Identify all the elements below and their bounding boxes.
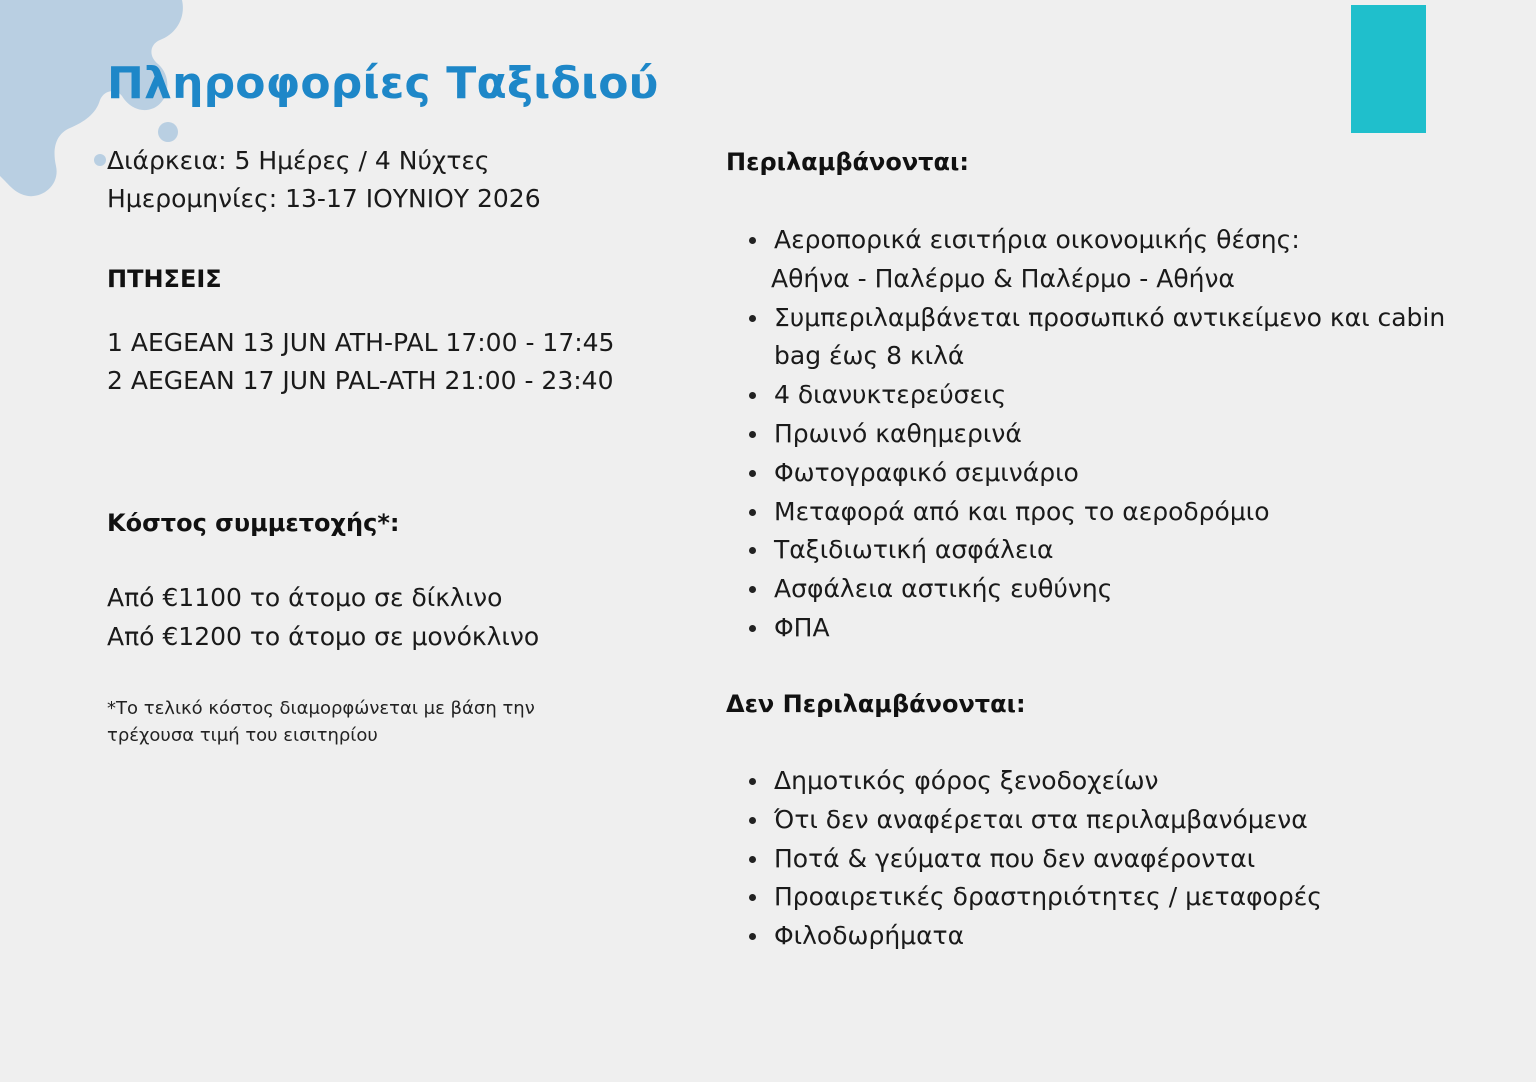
list-item: ΦΠΑ (749, 609, 1445, 648)
bullet-icon (749, 470, 756, 477)
list-item: Ποτά & γεύματα που δεν αναφέρονται (749, 840, 1322, 879)
list-item: Φωτογραφικό σεμινάριο (749, 454, 1445, 493)
trip-duration: Διάρκεια: 5 Ημέρες / 4 Νύχτες (107, 146, 490, 175)
cost-double-room: Από €1100 το άτομο σε δίκλινο (107, 583, 503, 612)
trip-dates: Ημερομηνίες: 13-17 ΙΟΥΝΙΟΥ 2026 (107, 184, 541, 213)
excluded-heading: Δεν Περιλαμβάνονται: (726, 690, 1026, 718)
flights-heading: ΠΤΗΣΕΙΣ (107, 265, 222, 293)
cost-heading: Κόστος συμμετοχής*: (107, 509, 400, 537)
bullet-icon (749, 625, 756, 632)
bullet-icon (749, 778, 756, 785)
excluded-list (749, 762, 1322, 956)
list-item: Συμπεριλαμβάνεται προσωπικό αντικείμενο και cabin bag έως 8 κιλά (749, 299, 1445, 377)
cost-single-room: Από €1200 το άτομο σε μονόκλινο (107, 622, 540, 651)
page-title: Πληροφορίες Ταξιδιού (107, 58, 659, 109)
bullet-icon (749, 315, 756, 322)
flight-item: 1 AEGEAN 13 JUN ATH-PAL 17:00 - 17:45 (107, 328, 615, 357)
list-item: Ότι δεν αναφέρεται στα περιλαμβανόμενα (749, 801, 1322, 840)
list-item: Φιλοδωρήματα (749, 917, 1322, 956)
list-item: Ασφάλεια αστικής ευθύνης (749, 570, 1445, 609)
bullet-icon (749, 237, 756, 244)
list-item: 4 διανυκτερεύσεις (749, 376, 1445, 415)
bullet-icon (749, 817, 756, 824)
flight-item: 2 AEGEAN 17 JUN PAL-ATH 21:00 - 23:40 (107, 366, 614, 395)
bullet-icon (749, 509, 756, 516)
included-list (749, 221, 1445, 648)
cost-note: τρέχουσα τιμή του εισιτηρίου (107, 725, 378, 746)
bullet-icon (749, 392, 756, 399)
list-item: Ταξιδιωτική ασφάλεια (749, 531, 1445, 570)
included-heading: Περιλαμβάνονται: (726, 148, 969, 176)
bullet-icon (749, 856, 756, 863)
bullet-icon (749, 933, 756, 940)
list-item: Πρωινό καθημερινά (749, 415, 1445, 454)
bullet-icon (749, 894, 756, 901)
list-item: Προαιρετικές δραστηριότητες / μεταφορές (749, 878, 1322, 917)
cost-note: *Το τελικό κόστος διαμορφώνεται με βάση την (107, 698, 535, 719)
accent-bar (1351, 5, 1426, 133)
bullet-icon (749, 547, 756, 554)
list-item: Δημοτικός φόρος ξενοδοχείων (749, 762, 1322, 801)
list-item: Μεταφορά από και προς το αεροδρόμιο (749, 493, 1445, 532)
list-item: Αεροπορικά εισιτήρια οικονομικής θέσης: Αθήνα - Παλέρμο & Παλέρμο - Αθήνα (749, 221, 1445, 299)
bullet-icon (749, 431, 756, 438)
bullet-icon (749, 586, 756, 593)
